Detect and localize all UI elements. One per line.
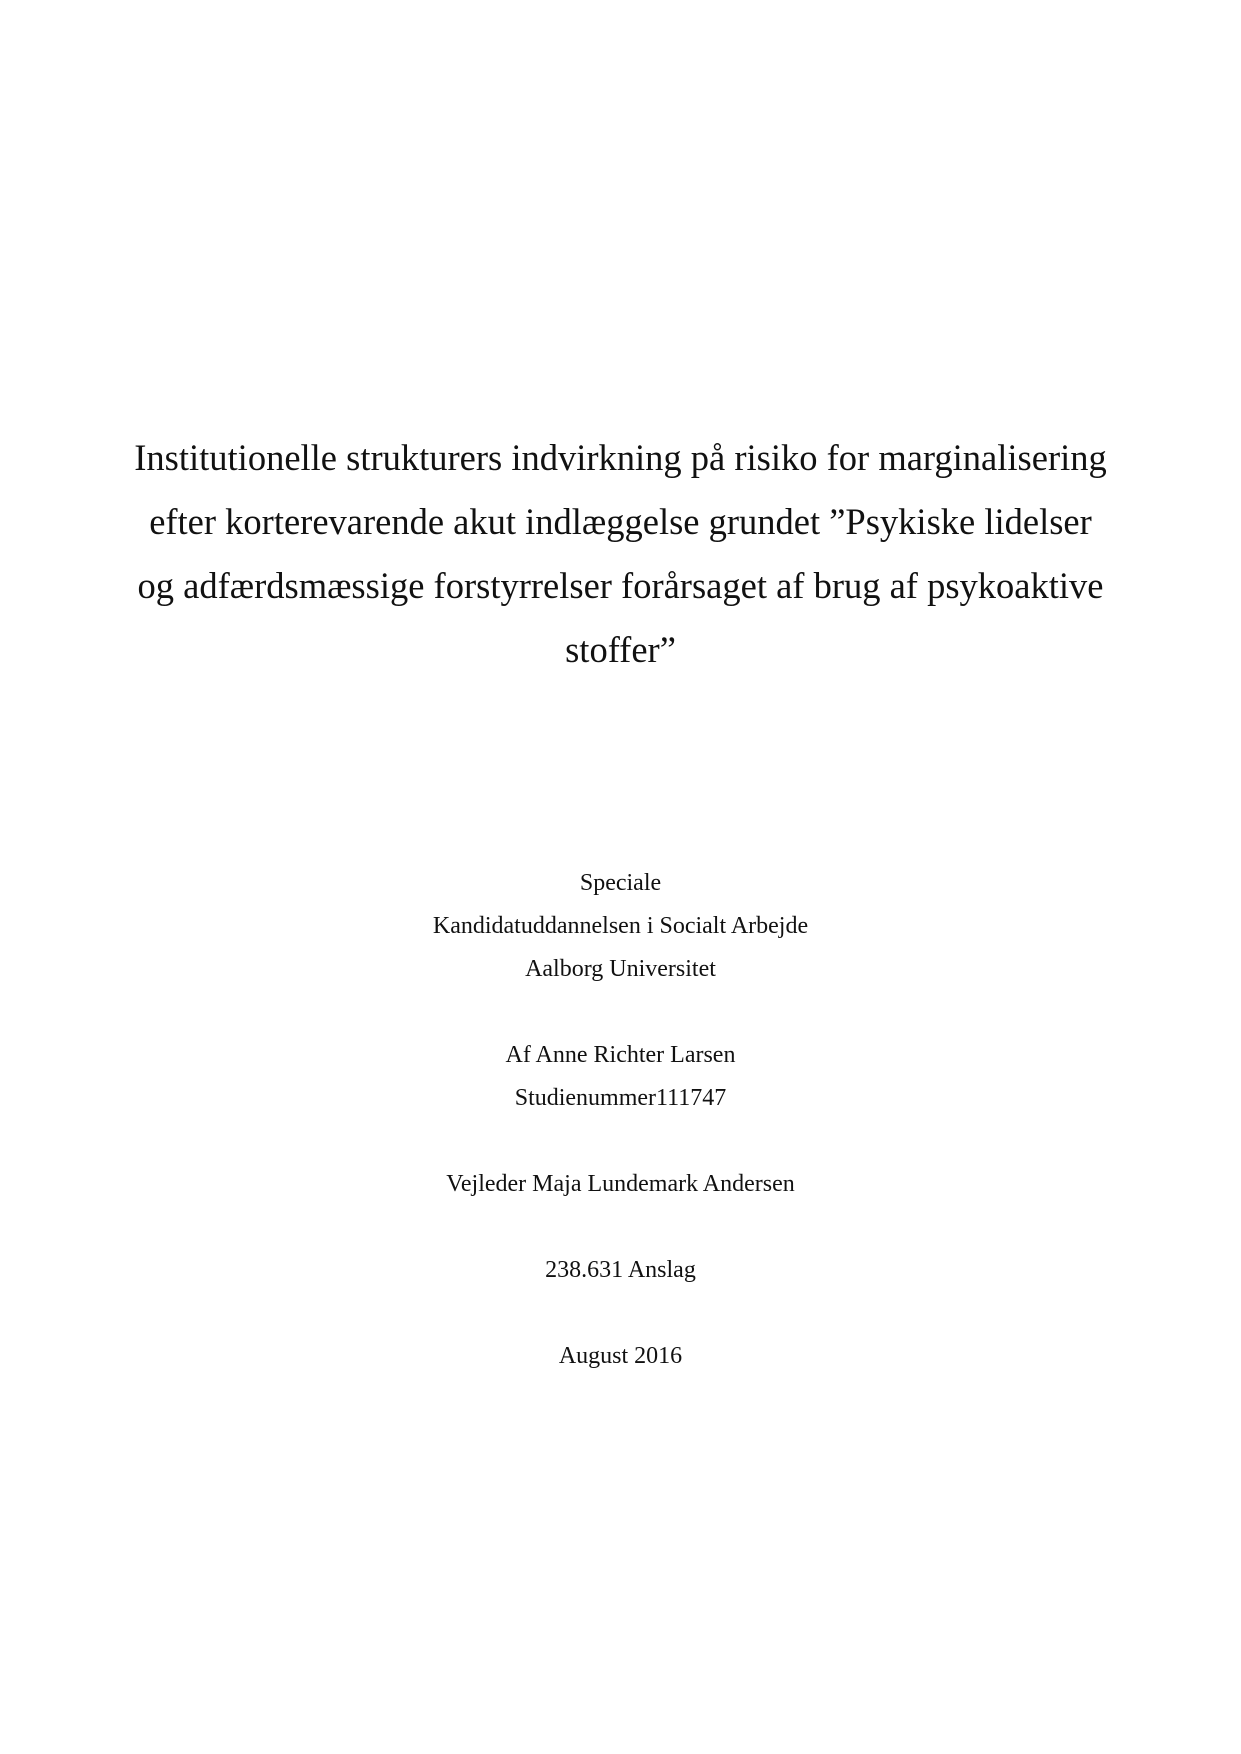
character-count: 238.631 Anslag <box>545 1257 696 1283</box>
title-line-4: stoffer” <box>565 629 676 670</box>
title-line-1: Institutionelle strukturers indvirkning på risiko for marginalisering <box>134 437 1107 478</box>
university-name: Aalborg Universitet <box>525 956 716 982</box>
supervisor-name: Vejleder Maja Lundemark Andersen <box>446 1171 795 1197</box>
title-line-2: efter korterevarende akut indlæggelse grundet ”Psykiske lidelser <box>149 501 1092 542</box>
title-line-3: og adfærdsmæssige forstyrrelser forårsaget af brug af psykoaktive <box>137 565 1104 606</box>
author-name: Af Anne Richter Larsen <box>505 1042 736 1068</box>
student-number: Studienummer111747 <box>514 1085 727 1111</box>
document-type: Speciale <box>579 870 662 896</box>
submission-date: August 2016 <box>558 1343 683 1369</box>
program-name: Kandidatuddannelsen i Socialt Arbejde <box>432 913 809 939</box>
thesis-title <box>80 426 1161 682</box>
